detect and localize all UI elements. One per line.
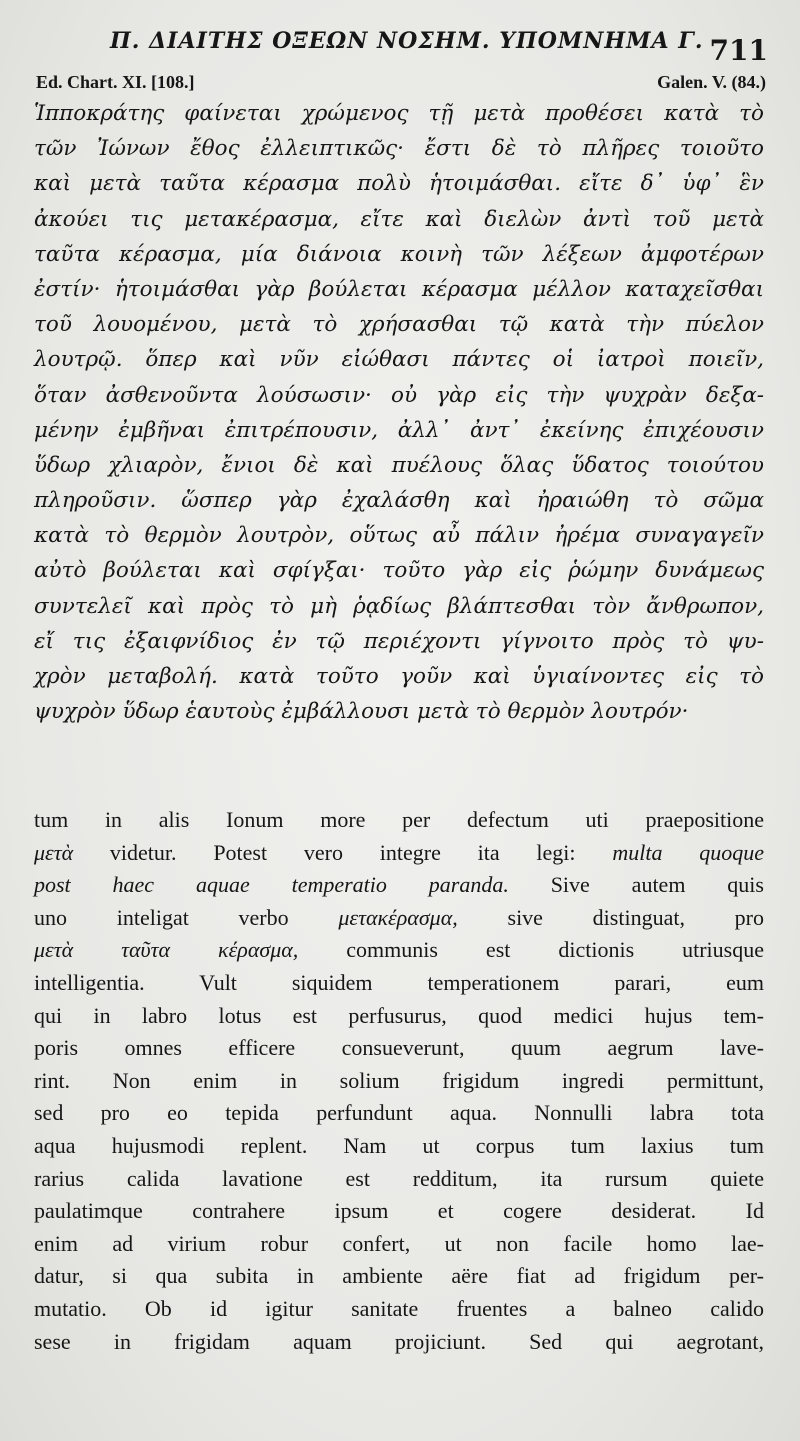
text-segment: aqua hujusmodi replent. Nam ut corpus tum laxius tum (34, 1132, 764, 1158)
greek-line: κατὰ τὸ θερμὸν λουτρὸν, οὕτως αὖ πάλιν ἠρέμα συναγαγεῖν (34, 523, 764, 549)
latin-line (34, 1326, 764, 1359)
greek-line: εἴ τις ἐξαιφνίδιος ἐν τῷ περιέχοντι γίγνοιτο πρὸς τὸ ψυ- (34, 628, 764, 654)
text-segment: videtur. Potest vero integre ita legi: (73, 839, 613, 865)
text-segment: mutatio. Ob id igitur sanitate fruentes a balneo calido (34, 1295, 764, 1321)
edition-reference: Ed. Chart. XI. [108.] (36, 72, 195, 92)
page-number: 711 (709, 34, 768, 67)
greek-line: ὕδωρ χλιαρὸν, ἔνιοι δὲ καὶ πυέλους ὅλας ὕδατος τοιούτου (34, 452, 764, 478)
text-segment: uno inteligat verbo (34, 904, 339, 930)
greek-line: λουτρῷ. ὅπερ καὶ νῦν εἰώθασι πάντες οἱ ἰατροὶ ποιεῖν, (34, 347, 764, 373)
latin-line (34, 1260, 764, 1293)
greek-line: μένην ἐμβῆναι ἐπιτρέπουσιν, ἀλλ᾽ ἀντ᾽ ἐκείνης ἐπιχέουσιν (34, 417, 764, 443)
latin-line (34, 1097, 764, 1130)
text-segment: sese in frigidam aquam projiciunt. Sed qui aegrotant, (34, 1328, 764, 1354)
greek-text-block (34, 96, 764, 729)
text-segment: paulatimque contrahere ipsum et cogere desiderat. Id (34, 1198, 764, 1224)
latin-line (34, 902, 764, 935)
greek-line: ψυχρὸν ὕδωρ ἑαυτοὺς ἐμβάλλουσι μετὰ τὸ θερμὸν λουτρόν· (34, 699, 689, 725)
text-segment: tum in alis Ionum more per defectum uti praepositione (34, 807, 764, 832)
text-segment: enim ad virium robur confert, ut non facile homo lae- (34, 1230, 764, 1256)
greek-line: Ἱπποκράτης φαίνεται χρώμενος τῇ μετὰ προθέσει κατὰ τὸ (34, 101, 764, 126)
text-segment: rint. Non enim in solium frigidum ingredi permittunt, (34, 1067, 764, 1093)
italic-segment: multa quoque (612, 839, 764, 865)
latin-text-block (34, 804, 764, 1358)
greek-line: ταῦτα κέρασμα, μία διάνοια κοινὴ τῶν λέξεων ἀμφοτέρων (34, 241, 764, 267)
latin-line (34, 1163, 764, 1196)
running-title: Π. ΔΙΑΙΤΗΣ ΟΞΕΩΝ ΝΟΣΗΜ. ΥΠΟΜΝΗΜΑ Γ. (110, 28, 704, 54)
greek-line: τοῦ λουομένου, μετὰ τὸ χρήσασθαι τῷ κατὰ τὴν πύελον (34, 312, 764, 338)
latin-line (34, 804, 764, 837)
latin-line (34, 1000, 764, 1033)
latin-line (34, 1032, 764, 1065)
text-segment: sive distinguat, pro (457, 904, 764, 930)
text-segment: rarius calida lavatione est redditum, ita rursum quiete (34, 1165, 764, 1191)
greek-line: χρὸν μεταβολή. κατὰ τοῦτο γοῦν καὶ ὑγιαίνοντες εἰς τὸ (34, 664, 764, 689)
greek-line: συντελεῖ καὶ πρὸς τὸ μὴ ῥᾳδίως βλάπτεσθαι τὸν ἄνθρωπον, (34, 593, 764, 619)
galen-reference: Galen. V. (84.) (657, 72, 766, 92)
latin-line (34, 837, 764, 870)
latin-line (34, 967, 764, 1000)
text-segment: sed pro eo tepida perfundunt aqua. Nonnulli labra tota (34, 1100, 764, 1126)
italic-segment: μετὰ ταῦτα κέρασμα, (34, 937, 299, 963)
latin-line (34, 869, 764, 902)
latin-line (34, 1228, 764, 1261)
italic-segment: post haec aquae temperatio paranda. (34, 872, 509, 898)
greek-line: αὐτὸ βούλεται καὶ σφίγξαι· τοῦτο γὰρ εἰς ῥώμην δυνάμεως (34, 558, 764, 584)
text-segment: Sive autem quis (508, 872, 764, 898)
latin-line (34, 1293, 764, 1326)
text-segment: datur, si qua subita in ambiente aëre fiat ad frigidum per- (34, 1263, 764, 1289)
greek-line: ἀκούει τις μετακέρασμα, εἴτε καὶ διελὼν ἀντὶ τοῦ μετὰ (34, 206, 764, 232)
latin-line (34, 1130, 764, 1163)
text-segment: communis est dictionis utriusque (298, 937, 764, 963)
text-segment: poris omnes efficere consueverunt, quum aegrum lave- (34, 1035, 764, 1061)
latin-line (34, 1195, 764, 1228)
greek-line: πληροῦσιν. ὥσπερ γὰρ ἐχαλάσθη καὶ ἠραιώθη τὸ σῶμα (34, 488, 764, 514)
greek-line: καὶ μετὰ ταῦτα κέρασμα πολὺ ἡτοιμάσθαι. εἴτε δ᾽ ὑφ᾽ ἓν (34, 171, 764, 197)
greek-line: τῶν Ἰώνων ἔθος ἐλλειπτικῶς· ἔστι δὲ τὸ πλῆρες τοιοῦτο (34, 136, 764, 162)
latin-line (34, 934, 764, 967)
latin-line (34, 1065, 764, 1098)
greek-line: ὅταν ἀσθενοῦντα λούσωσιν· οὐ γὰρ εἰς τὴν ψυχρὰν δεξα- (34, 382, 764, 408)
text-segment: intelligentia. Vult siquidem temperationem parari, eum (34, 969, 764, 995)
greek-line: ἐστίν· ἡτοιμάσθαι γὰρ βούλεται κέρασμα μέλλον καταχεῖσθαι (34, 276, 764, 302)
text-segment: qui in labro lotus est perfusurus, quod medici hujus tem- (34, 1002, 764, 1028)
italic-segment: μετακέρασμα, (338, 904, 458, 930)
italic-segment: μετὰ (34, 839, 74, 865)
